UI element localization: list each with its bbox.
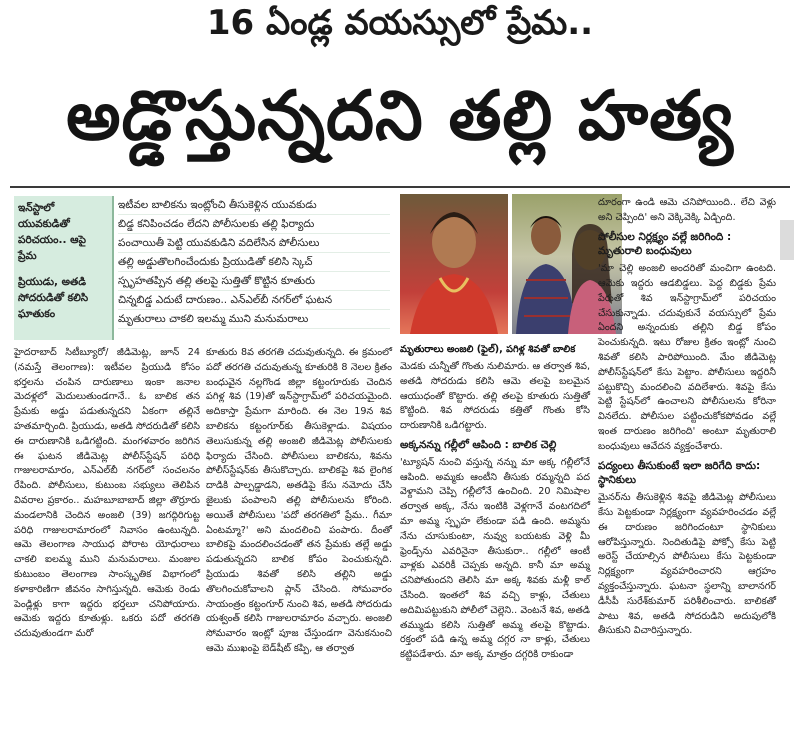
article-column-2 bbox=[206, 346, 392, 746]
summary-lines bbox=[118, 196, 390, 329]
edge-strip bbox=[780, 220, 794, 260]
headline-rule bbox=[10, 186, 790, 188]
summary-line: స్పృహతప్పిన తల్లి తలపై సుత్తితో కొట్టిన కూతురు bbox=[118, 272, 390, 291]
summary-line: బిడ్డ కనిపించడం లేదని పోలీసులకు తల్లి ఫిర్యాదు bbox=[118, 215, 390, 234]
article-paragraph: 'మా చెల్లి అంజలి అందరితో మంచిగా ఉంటది. ఆమెకు ఇద్దరు ఆడబిడ్డలు. పెద్ద బిడ్డకు ప్రేమ పేరుతో శివ ఇన్‌స్టాగ్రామ్‌లో పరిచయం చేసుకున్నాడు. చదువుకునే వయస్సులో ప్రేమ ఏందని అన్నందుకు తల్లిని బిడ్డ కోపం పెంచుకున్నది. ఇటు రోజుల క్రితం ఇంట్లో నుంచి శివతో కలిసి పారిపోయింది. మేం జీడిమెట్ల పోలీస్‌స్టేషన్‌లో కేసు పెట్టాం. పోలీసులు ఇద్దరినీ పట్టుకొచ్చి మందలించి వదిలేశారు. శివపై కేసు పెట్టి స్టేషన్‌లో ఉంచాలని పోలీసులను కోరినా వినలేదు. పోలీసుల పట్టించుకోకపోవడం వల్లే ఇంత దారుణం జరిగింది' అంటూ మృతురాలి బంధువులు ఆవేదన వ్యక్తంచేశారు. bbox=[598, 263, 776, 452]
summary-line: ఇటీవల బాలికను ఇంట్లోంచి తీసుకెళ్లిన యువకుడు bbox=[118, 196, 390, 215]
subheading: పోలీసుల నిర్లక్ష్యం వల్లే జరిగింది : మృతురాలి బంధువులు bbox=[598, 230, 732, 258]
article-paragraph: మెడకు చున్నీతో గొంతు నులిమారు. ఆ తర్వాత శివ, అతడి సోదరుడు కలిసి ఆమె తలపై బలమైన ఆయుధంతో కొట్టారు. తల్లి తలపై కూతురు సుత్తితో కొట్టింది. శివ సోదరుడు కత్తితో గొంతు కోసి దారుణానికి ఒడిగట్టారు. bbox=[400, 361, 590, 432]
article-column-1 bbox=[14, 346, 200, 746]
summary-line: పంచాయితీ పెట్టి యువకుడిని వదిలేసిన పోలీసులు bbox=[118, 234, 390, 253]
summary-section: ప్రియుడు, అతడి సోదరుడితో కలిసి ఘాతుకం bbox=[18, 276, 89, 320]
photo-group bbox=[400, 194, 622, 344]
article-paragraph: మైనర్‌ను తీసుకెళ్లిన శివపై జీడిమెట్ల పోలీసులు కేసు పెట్టకుండా నిర్లక్ష్యంగా వ్యవహరించడం వల్లే ఈ దారుణం జరిగిందంటూ స్థానికులు ఆరోపిస్తున్నారు. నిందితుడిపై పోక్సో కేసు పెట్టి అరెస్ట్‌ చేయాల్సిన పోలీసులు కేసు పెట్టకుండా నిర్లక్ష్యంగా వ్యవహరించారని ఆగ్రహం వ్యక్తంచేస్తున్నారు. ఘటనా స్థలాన్ని బాలానగర్‌ డీసీపీ సురేశ్‌కుమార్‌ పరిశీలించారు. బాలికతో పాటు శివ, అతడి సోదరుడిని అదుపులోకి తీసుకుని విచారిస్తున్నారు. bbox=[598, 492, 776, 637]
photo-caption: మృతురాలు అంజలి (ఫైల్‌), పగిళ్ల శివతో బాలిక bbox=[400, 344, 576, 355]
article-paragraph: దూరంగా ఉండి ఆమె చనిపోయింది.. లేచి వెళ్లు అని చెప్పింది' అని వెక్కివెక్కి ఏడ్చింది. bbox=[598, 197, 776, 223]
summary-line: చిన్నబిడ్డ ఎదుటే దారుణం.. ఎన్‌ఎల్‌బీ నగర్‌లో ఘటన bbox=[118, 291, 390, 310]
victim-photo bbox=[400, 194, 508, 334]
subheading: అక్కనన్ను గల్లీలో ఆపింది : బాలిక చెల్లి bbox=[400, 438, 557, 451]
summary-line: మృతురాలు చాకలి ఇలమ్మ ముని మనుమరాలు bbox=[118, 310, 390, 329]
woman-portrait-icon bbox=[400, 194, 508, 334]
summary-box bbox=[14, 196, 390, 340]
article-column-3 bbox=[400, 360, 590, 746]
article-paragraph: హైదరాబాద్‌ సిటీబ్యూరో/ జీడిమెట్ల, జూన్‌ 24 (నమస్తే తెలంగాణ): ఇటీవల ప్రియుడి కోసం భర్తలను చంపిన దారుణాలు ఇంకా జనాల మెదళ్లలో మెదులుతుండగానే.. ఓ బాలిక తన ప్రేమకు అడ్డు పడుతున్నదని ఏకంగా తల్లినే హతమార్చింది. ప్రియుడు, అతడి సోదరుడితో కలిసి ఈ దారుణానికి ఒడిగట్టింది. మంగళవారం జరిగిన ఈ ఘటన జీడిమెట్ల పోలీస్‌స్టేషన్‌ పరిధి గాజులరామారం, ఎన్‌ఎల్‌బీ నగర్‌లో సంచలనం రేపింది. పోలీసులు, కుటుంబ సభ్యులు తెలిపిన వివరాల ప్రకారం.. మహబూబాబాద్‌ జిల్లా తొర్రూరు మండలానికి చెందిన అంజలి (39) జగద్గిరిగుట్ట పరిధి గాజులరామారంలో నివాసం ఉంటున్నది. ఆమె తెలంగాణ సాయుధ పోరాట యోధురాలు చాకలి ఐలమ్మ ముని మనుమరాలు. మంజుల కుటుంబం తెలంగాణ సాంస్కృతిక విభాగంలో కళాకారిణిగా జీవనం సాగిస్తున్నది. ఆమెకు రెండు పెండ్లిళ్లు కాగా ఇద్దరు భర్తలూ చనిపోయారు. ఆమెకు ఇద్దరు కూతుళ్లు. ఒకరు పదో తరగతి చదువుతుండగా మరో bbox=[14, 347, 200, 640]
summary-section: ఇన్‌స్టాలో యువకుడితో పరిచయం.. ఆపై ప్రేమ bbox=[18, 202, 86, 262]
kicker: 16 ఏండ్ల వయస్సులో ప్రేమ.. bbox=[206, 3, 594, 43]
subheading: పద్యంలు తీసుకుంటే ఇలా జరిగేది కాదు: స్థానికులు bbox=[598, 459, 761, 487]
summary-sections bbox=[14, 196, 114, 340]
article-paragraph: కూతురు 8వ తరగతి చదువుతున్నది. ఈ క్రమంలో పదో తరగతి చదువుతున్న కూతురికి 8 నెలల క్రితం బంధువైన నల్లగొండ జిల్లా కట్టంగూరుకు చెందిన పగిళ్ల శివ (19)తో ఇన్‌స్టాగ్రామ్‌లో పరిచయమైంది. అదికాస్తా ప్రేమగా మారింది. ఈ నెల 19న శివ బాలికను కట్టంగూర్‌కు తీసుకెళ్లాడు. విషయం తెలుసుకున్న తల్లి అంజలి జీడిమెట్ల పోలీసులకు ఫిర్యాదు చేసింది. పోలీసులు బాలికను, శివను పోలీస్‌స్టేషన్‌కు తీసుకొచ్చారు. బాలికపై శివ లైంగిక దాడికి పాల్పడ్డాడని, అతడిపై కేసు నమోదు చేసి జైలుకు పంపాలని తల్లి పోలీసులను కోరింది. అయితే పోలీసులు 'పదో తరగతిలో ప్రేమ.. గీమా ఏంటమ్మా?' అని మందలించి పంపారు. దీంతో బాలికపై మందలించడంతో తన ప్రేమకు తల్లే అడ్డు పడుతున్నదని బాలిక కోపం పెంచుకున్నది. ప్రియుడు శివతో కలిసి తల్లిని అడ్డు తొలగించుకోవాలని ప్లాన్‌ చేసింది. సోమవారం సాయంత్రం కట్టంగూర్‌ నుంచి శివ, అతడి సోదరుడు యశ్వంత్‌ కలిసి గాజులరామారం వచ్చారు. అంజలి సోమవారం ఇంట్లో పూజ చేస్తుండగా వెనుకనుంచి ఆమె ముఖంపై బెడ్‌షీట్‌ కప్పి, ఆ తర్వాత bbox=[206, 347, 392, 654]
article-column-4 bbox=[598, 196, 776, 746]
article-paragraph: 'ట్యూషన్‌ నుంచి వస్తున్న నన్ను మా అక్క గల్లీలోనే ఆపింది. అమ్మకు ఆంటీని తీసుకు రమ్మన్నది పద వెళ్దామని చెప్పి గల్లీలోనే ఉంచింది. 20 నిమిషాల తర్వాత అక్క, నేను ఇంటికి వెళ్లగానే వంటగదిలో మా అమ్మ స్పృహ లేకుండా పడి ఉంది. అమ్మను నేను చూసుకుంటా, నువ్వు బయటకు వెళ్లి మీ ఫ్రెండ్స్‌ను ఎవరినైనా తీసుకురా.. గల్లీలో ఆంటీ వాళ్లకు ఎవరికీ చెప్పకు అన్నది. కానీ మా అమ్మ చనిపోతుందని తెలిసి మా అక్క శివకు మళ్లీ కాల్‌ చేసింది. ఇంతలో శివ వచ్చి కాళ్లు, చేతులు అదిమిపట్టుకుని పోలీలో చెల్లెని.. వెంటనే శివ, అతడి తమ్ముడు కలిసి సుత్తితో అమ్మ తలపై కొట్టాడు. రక్తంలో పడి ఉన్న అమ్మ దగ్గర నా కాళ్లు, చేతులు కట్టిపడేశారు. మా అక్క మాత్రం దగ్గరికి రాకుండా bbox=[400, 456, 590, 661]
summary-line: తల్లి అడ్డుతొలగించేందుకు ప్రియుడితో కలిసి స్కెచ్ bbox=[118, 253, 390, 272]
headline: అడ్డొస్తున్నదని తల్లి హత్య bbox=[66, 77, 734, 156]
